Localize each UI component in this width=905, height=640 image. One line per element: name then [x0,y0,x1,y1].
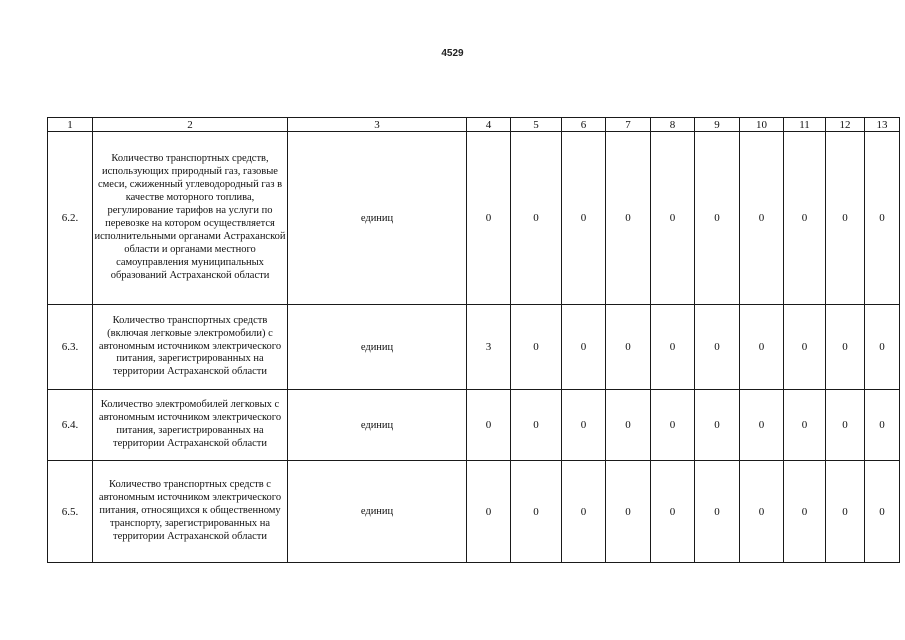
value-cell: 0 [695,461,740,563]
value-cell: 0 [467,390,511,461]
value-cell: 0 [784,132,826,305]
value-cell: 0 [826,305,865,390]
value-cell: 0 [511,461,562,563]
value-cell: 0 [740,305,784,390]
value-cell: 0 [467,132,511,305]
column-header-12: 12 [826,118,865,132]
table-row [48,390,900,461]
value-cell: 0 [865,132,900,305]
value-cell: 0 [511,305,562,390]
column-header-13: 13 [865,118,900,132]
value-cell: 0 [651,132,695,305]
table-body [48,132,900,563]
column-header-4: 4 [467,118,511,132]
value-cell: 0 [865,390,900,461]
value-cell: 0 [784,305,826,390]
value-cell: 0 [511,132,562,305]
value-cell: 0 [467,461,511,563]
value-cell: 0 [562,132,606,305]
row-unit: единиц [288,132,467,305]
column-header-11: 11 [784,118,826,132]
value-cell: 0 [695,390,740,461]
column-header-10: 10 [740,118,784,132]
value-cell: 0 [826,132,865,305]
row-description: Количество транспортных средств, использующих природный газ, газовые смеси, сжиженный углеводородный газ в качестве моторного топлива, регулирование тарифов на услуги по перевозке на котором осуществляется исполнительными органами Астраханской области и органами местного самоуправления муниципальных образований Астраханской области [93,132,288,305]
value-cell: 0 [606,390,651,461]
value-cell: 0 [784,390,826,461]
page-number: 4529 [441,48,464,59]
value-cell: 0 [606,461,651,563]
value-cell: 0 [865,305,900,390]
column-header-5: 5 [511,118,562,132]
table-row [48,132,900,305]
value-cell: 0 [562,390,606,461]
row-number: 6.5. [48,461,93,563]
value-cell: 0 [562,305,606,390]
value-cell: 0 [740,461,784,563]
value-cell: 0 [740,390,784,461]
value-cell: 0 [695,132,740,305]
value-cell: 0 [606,305,651,390]
value-cell: 0 [651,305,695,390]
value-cell: 0 [511,390,562,461]
value-cell: 0 [740,132,784,305]
value-cell: 0 [651,461,695,563]
row-unit: единиц [288,305,467,390]
row-unit: единиц [288,461,467,563]
value-cell: 0 [651,390,695,461]
value-cell: 0 [784,461,826,563]
value-cell: 0 [606,132,651,305]
value-cell: 0 [562,461,606,563]
value-cell: 0 [865,461,900,563]
table-row [48,461,900,563]
value-cell: 0 [826,461,865,563]
row-description: Количество электромобилей легковых с автономным источником электрического питания, зарегистрированных на территории Астраханской области [93,390,288,461]
table-header [48,118,900,132]
value-cell: 3 [467,305,511,390]
row-number: 6.2. [48,132,93,305]
value-cell: 0 [826,390,865,461]
column-header-6: 6 [562,118,606,132]
indicators-table [47,117,900,563]
row-unit: единиц [288,390,467,461]
row-description: Количество транспортных средств (включая легковые электромобили) с автономным источником электрического питания, зарегистрированных на территории Астраханской области [93,305,288,390]
row-description: Количество транспортных средств с автономным источником электрического питания, относящихся к общественному транспорту, зарегистрированных на территории Астраханской области [93,461,288,563]
table-row [48,305,900,390]
row-number: 6.3. [48,305,93,390]
column-header-1: 1 [48,118,93,132]
header-row [48,118,900,132]
column-header-9: 9 [695,118,740,132]
column-header-8: 8 [651,118,695,132]
column-header-3: 3 [288,118,467,132]
column-header-7: 7 [606,118,651,132]
value-cell: 0 [695,305,740,390]
column-header-2: 2 [93,118,288,132]
row-number: 6.4. [48,390,93,461]
